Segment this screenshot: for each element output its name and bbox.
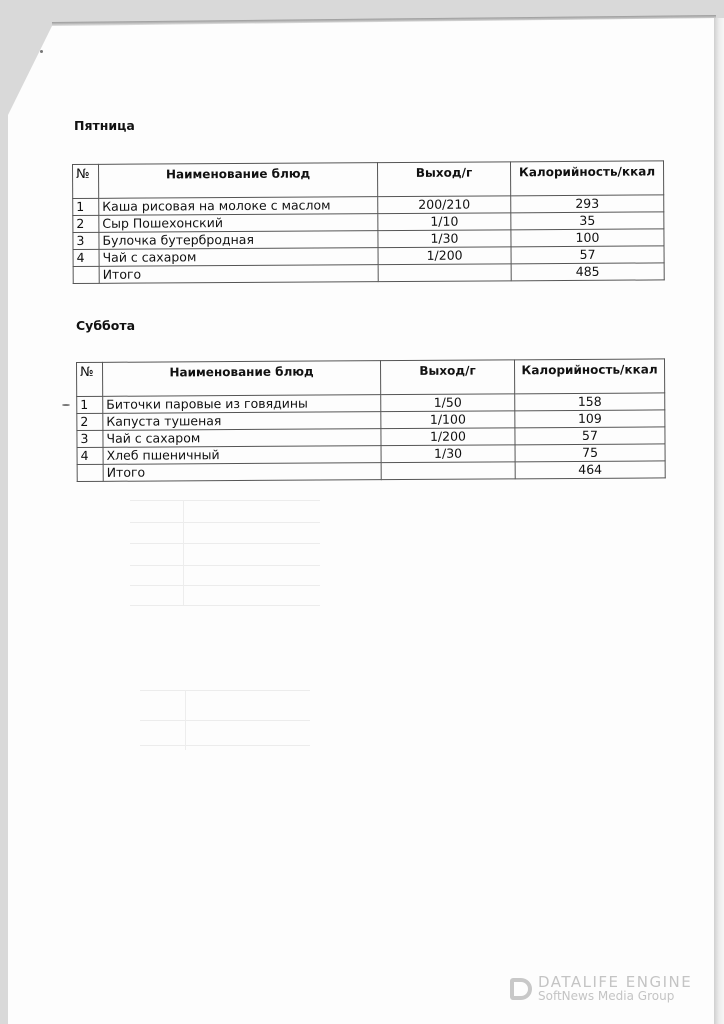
watermark xyxy=(510,975,692,1003)
row-yield: 1/100 xyxy=(381,411,515,429)
total-num-empty xyxy=(77,464,103,481)
row-dish: Булочка бутербродная xyxy=(99,231,378,250)
total-num-empty xyxy=(73,266,99,283)
total-yield-empty xyxy=(378,264,511,282)
column-header-num: № xyxy=(73,164,99,198)
row-num: 2 xyxy=(77,413,103,430)
row-dish: Чай с сахаром xyxy=(103,429,381,448)
scan-speck xyxy=(40,50,43,53)
row-num: 3 xyxy=(77,430,103,447)
row-num: 2 xyxy=(73,215,99,232)
table-header-row xyxy=(73,161,664,199)
menu-table-friday xyxy=(72,160,665,284)
watermark-logo-icon xyxy=(510,978,532,1000)
total-label: Итого xyxy=(99,265,378,284)
row-num: 3 xyxy=(73,232,99,249)
column-header-yield: Выход/г xyxy=(377,162,510,197)
row-dish: Биточки паровые из говядины xyxy=(103,395,381,414)
row-yield: 1/10 xyxy=(378,213,511,231)
row-num: 4 xyxy=(73,249,99,266)
column-header-name: Наименование блюд xyxy=(99,163,378,199)
column-header-calories: Калорийность/ккал xyxy=(510,161,663,196)
row-calories: 57 xyxy=(511,246,664,264)
row-dish: Капуста тушеная xyxy=(103,412,381,431)
total-calories: 485 xyxy=(511,263,664,281)
row-calories: 100 xyxy=(511,229,664,247)
row-yield: 1/30 xyxy=(381,445,515,463)
column-header-num: № xyxy=(77,362,103,396)
total-calories: 464 xyxy=(515,461,665,479)
row-yield: 1/50 xyxy=(381,394,515,412)
row-num: 4 xyxy=(77,447,103,464)
table-total-row xyxy=(77,461,665,482)
watermark-brand: DATALIFE ENGINE xyxy=(538,973,693,991)
row-calories: 35 xyxy=(511,212,664,230)
row-calories: 293 xyxy=(511,195,664,213)
table-header-row xyxy=(77,359,665,397)
row-num: 1 xyxy=(77,396,103,413)
column-header-name: Наименование блюд xyxy=(103,361,381,397)
row-num: 1 xyxy=(73,198,99,215)
watermark-tagline: SoftNews Media Group xyxy=(538,989,675,1003)
row-calories: 109 xyxy=(515,410,665,428)
menu-table-saturday xyxy=(76,358,666,482)
day-title-friday: Пятница xyxy=(74,118,135,133)
row-calories: 57 xyxy=(515,427,665,445)
row-dish: Чай с сахаром xyxy=(99,248,378,267)
row-dish: Хлеб пшеничный xyxy=(103,446,381,465)
row-dish: Каша рисовая на молоке с маслом xyxy=(99,197,378,216)
column-header-yield: Выход/г xyxy=(380,360,514,395)
row-calories: 75 xyxy=(515,444,665,462)
page-right-shadow xyxy=(714,18,724,1024)
scan-speck xyxy=(62,404,70,406)
total-label: Итого xyxy=(103,463,381,482)
row-dish: Сыр Пошехонский xyxy=(99,214,378,233)
row-calories: 158 xyxy=(515,393,665,411)
table-total-row xyxy=(73,263,664,284)
total-yield-empty xyxy=(381,462,515,480)
day-title-saturday: Суббота xyxy=(76,318,136,333)
column-header-calories: Калорийность/ккал xyxy=(514,359,664,394)
row-yield: 1/200 xyxy=(378,247,511,265)
row-yield: 1/200 xyxy=(381,428,515,446)
row-yield: 200/210 xyxy=(378,196,511,214)
row-yield: 1/30 xyxy=(378,230,511,248)
